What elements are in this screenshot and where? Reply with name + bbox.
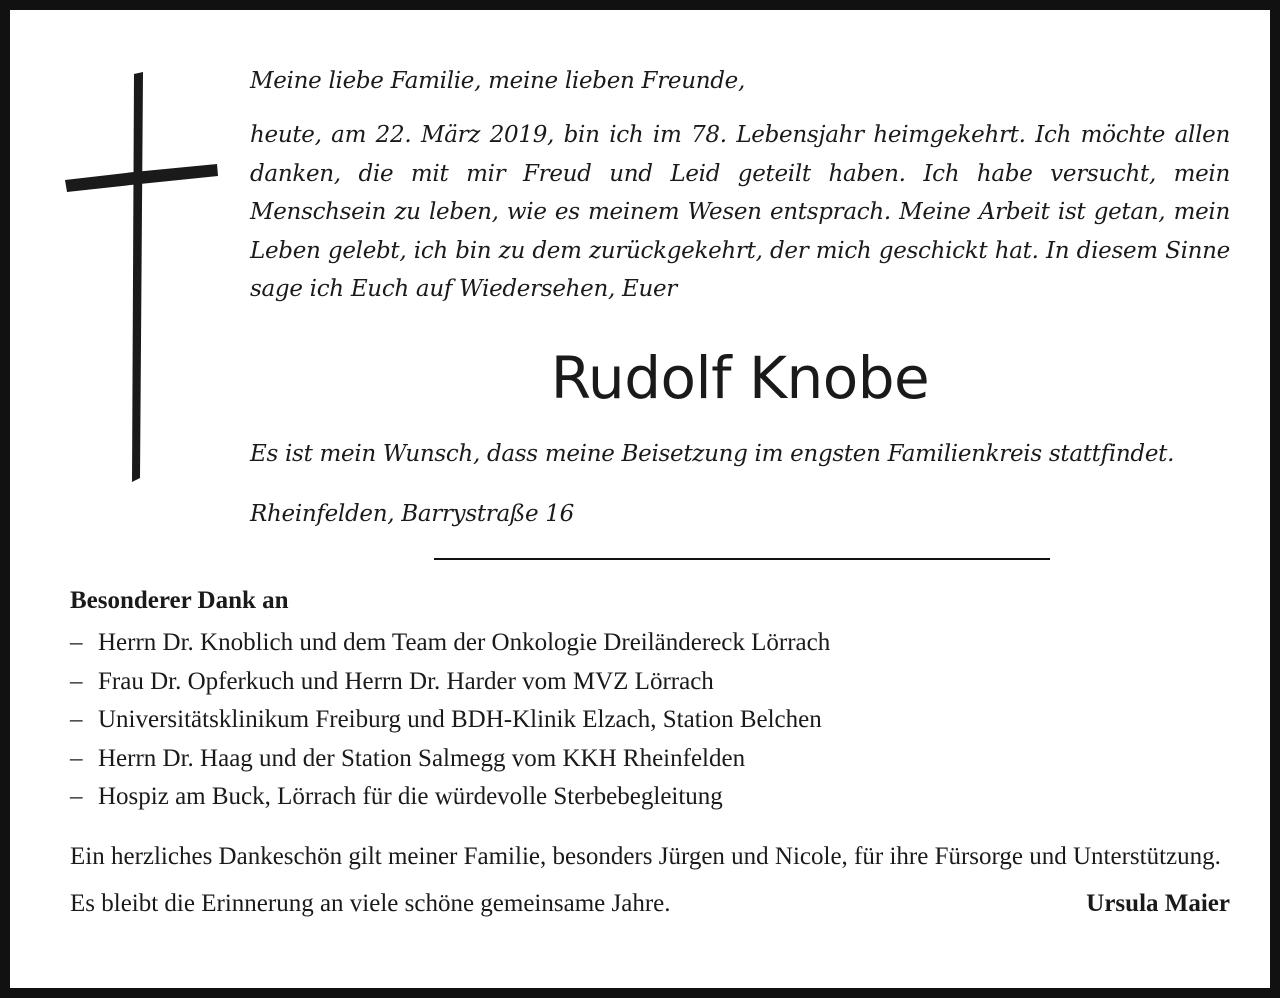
dash-bullet: – — [70, 706, 83, 733]
list-item-text: Frau Dr. Opferkuch und Herrn Dr. Harder vom MVZ Lörrach — [98, 667, 714, 695]
letter-greeting: Meine liebe Familie, meine lieben Freunde, — [250, 68, 745, 94]
closing-row — [70, 884, 1230, 923]
address: Rheinfelden, Barrystraße 16 — [250, 501, 574, 527]
list-item — [70, 624, 1230, 663]
list-item — [70, 740, 1230, 779]
thanks-list — [70, 624, 1230, 817]
farewell-letter — [250, 62, 1230, 309]
list-item-text: Herrn Dr. Haag und der Station Salmegg vom KKH Rheinfelden — [98, 744, 746, 772]
christian-cross-icon — [62, 68, 222, 486]
thanks-heading: Besonderer Dank an — [70, 587, 289, 614]
list-item-text: Herrn Dr. Knoblich und dem Team der Onkologie Dreiländereck Lörrach — [98, 629, 831, 656]
memory-text: Es bleibt die Erinnerung an viele schöne gemeinsame Jahre. — [70, 889, 671, 917]
dash-bullet: – — [70, 667, 83, 695]
letter-body: heute, am 22. März 2019, bin ich im 78. Lebensjahr heimgekehrt. Ich möchte allen danken, die mit mir Freud und Leid geteilt haben. Ich habe versucht, mein Menschsein zu leben, wie es meinem Wesen entsprach. Meine Arbeit ist getan, mein Leben gelebt, ich bin zu dem zurückgekehrt, der mich geschickt hat. In diesem Sinne sage ich Euch auf Wiedersehen, Euer — [250, 122, 1230, 302]
dash-bullet: – — [70, 629, 83, 656]
family-thanks: Ein herzliches Dankeschön gilt meiner Familie, besonders Jürgen und Nicole, für ihre Fürsorge und Unterstützung. — [70, 842, 1221, 870]
divider-line — [434, 558, 1050, 560]
dash-bullet: – — [70, 744, 83, 772]
list-item — [70, 778, 1230, 817]
list-item-text: Universitätsklinikum Freiburg und BDH-Klinik Elzach, Station Belchen — [98, 706, 822, 733]
deceased-name: Rudolf Knobe — [550, 344, 930, 412]
list-item-text: Hospiz am Buck, Lörrach für die würdevolle Sterbebegleitung — [98, 783, 723, 810]
list-item — [70, 701, 1230, 740]
list-item — [70, 663, 1230, 702]
dash-bullet: – — [70, 783, 83, 810]
signature: Ursula Maier — [1086, 889, 1230, 917]
thanks-section — [70, 582, 1230, 923]
burial-wish: Es ist mein Wunsch, dass meine Beisetzung im engsten Familienkreis stattfindet. — [250, 441, 1175, 467]
